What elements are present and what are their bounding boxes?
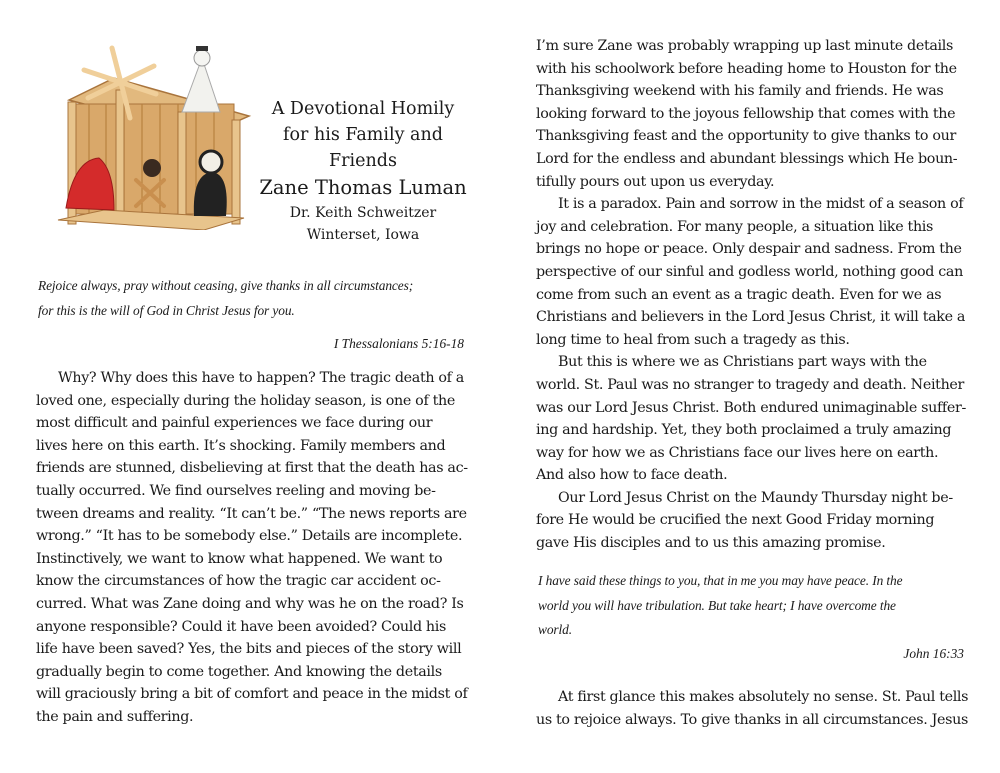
epigraph-line: for this is the will of God in Christ Jesus for you. (38, 302, 295, 318)
text-line: Thanksgiving weekend with his family and friends. He was (536, 83, 944, 100)
epigraph-line: Rejoice always, pray without ceasing, give thanks in all circumstances; (38, 278, 414, 293)
text-line: But this is where we as Christians part ways with the (558, 354, 927, 371)
quote-line: I have said these things to you, that in me you may have peace. In the (538, 573, 903, 588)
text-line: with his schoolwork before heading home to Houston for the (536, 60, 957, 77)
quote-line: world you will have tribulation. But take heart; I have overcome the (538, 597, 896, 613)
author-name: Dr. Keith Schweitzer (289, 205, 437, 221)
text-line: will graciously bring a bit of comfort and peace in the midst of (36, 686, 468, 703)
left-body-paragraph (36, 367, 468, 729)
text-line: come from such an event as a tragic death. Even for we as (536, 286, 942, 303)
text-line: And also how to face death. (536, 467, 728, 484)
text-line: the pain and suffering. (36, 708, 194, 725)
text-line: curred. What was Zane doing and why was he on the road? Is (36, 595, 464, 612)
epigraph-quote (38, 274, 468, 323)
text-line: brings no hope or peace. Only despair and sadness. From the (536, 241, 962, 258)
text-line: fore He would be crucified the next Good Friday morning (536, 512, 935, 529)
text-line: gradually begin to come together. And knowing the details (36, 663, 442, 680)
title-line-1: A Devotional Homily (271, 99, 455, 119)
text-line: Lord for the endless and abundant blessings which He boun- (536, 150, 958, 167)
text-line: was our Lord Jesus Christ. Both endured unimaginable suffer- (536, 399, 966, 416)
text-line: anyone responsible? Could it have been avoided? Could his (36, 618, 447, 635)
text-line: looking forward to the joyous fellowship that comes with the (536, 105, 956, 122)
text-line: It is a paradox. Pain and sorrow in the midst of a season of (558, 196, 964, 213)
text-line: know the circumstances of how the tragic car accident oc- (36, 573, 441, 590)
quote-line: world. (538, 622, 573, 637)
text-line: ing and hardship. Yet, they both proclaimed a truly amazing (536, 422, 952, 439)
text-line: friends are stunned, disbelieving at first that the death has ac- (36, 460, 468, 477)
text-line: tually occurred. We find ourselves reeling and moving be- (36, 482, 436, 499)
text-line: I’m sure Zane was probably wrapping up last minute details (536, 38, 953, 54)
right-body-top (536, 35, 968, 555)
text-line: us to rejoice always. To give thanks in all circumstances. Jesus (536, 711, 968, 728)
text-line: joy and celebration. For many people, a situation like this (536, 218, 934, 235)
title-block (258, 96, 468, 246)
title-line-2: for his Family and (283, 125, 443, 145)
nativity-craft-stable-icon (44, 40, 254, 230)
text-line: way for how we as Christians face our lives here on earth. (536, 444, 939, 461)
text-line: tween dreams and reality. “It can’t be.” “The news reports are (36, 505, 467, 522)
text-line: Thanksgiving feast and the opportunity to give thanks to our (536, 128, 956, 145)
text-line: most difficult and painful experiences we face during our (36, 415, 433, 432)
text-line: perspective of our sinful and godless world, nothing good can (536, 263, 963, 280)
text-line: tifully pours out upon us everyday. (536, 173, 775, 190)
text-line: Christians and believers in the Lord Jesus Christ, it will take a (536, 309, 966, 326)
text-line: wrong.” “It has to be somebody else.” Details are incomplete. (36, 528, 463, 545)
deceased-name: Zane Thomas Luman (259, 176, 467, 199)
text-line: lives here on this earth. It’s shocking. Family members and (36, 437, 446, 454)
text-line: life have been saved? Yes, the bits and pieces of the story will (36, 641, 462, 658)
text-line: gave His disciples and to us this amazing promise. (536, 535, 886, 552)
text-line: world. St. Paul was no stranger to tragedy and death. Neither (536, 376, 965, 393)
author-location: Winterset, Iowa (306, 227, 420, 243)
john-reference: John 16:33 (903, 646, 964, 661)
right-body-bottom (536, 686, 968, 731)
epigraph-reference: I Thessalonians 5:16-18 (333, 336, 464, 351)
title-line-3: Friends (329, 151, 397, 171)
text-line: long time to heal from such a tragedy as this. (536, 331, 850, 348)
text-line: Instinctively, we want to know what happened. We want to (36, 550, 443, 567)
text-line: At first glance this makes absolutely no sense. St. Paul tells (558, 689, 969, 705)
john-quote (538, 569, 968, 643)
text-line: Our Lord Jesus Christ on the Maundy Thursday night be- (558, 489, 953, 506)
text-line: loved one, especially during the holiday season, is one of the (36, 392, 455, 409)
text-line: Why? Why does this have to happen? The tragic death of a (58, 370, 464, 386)
